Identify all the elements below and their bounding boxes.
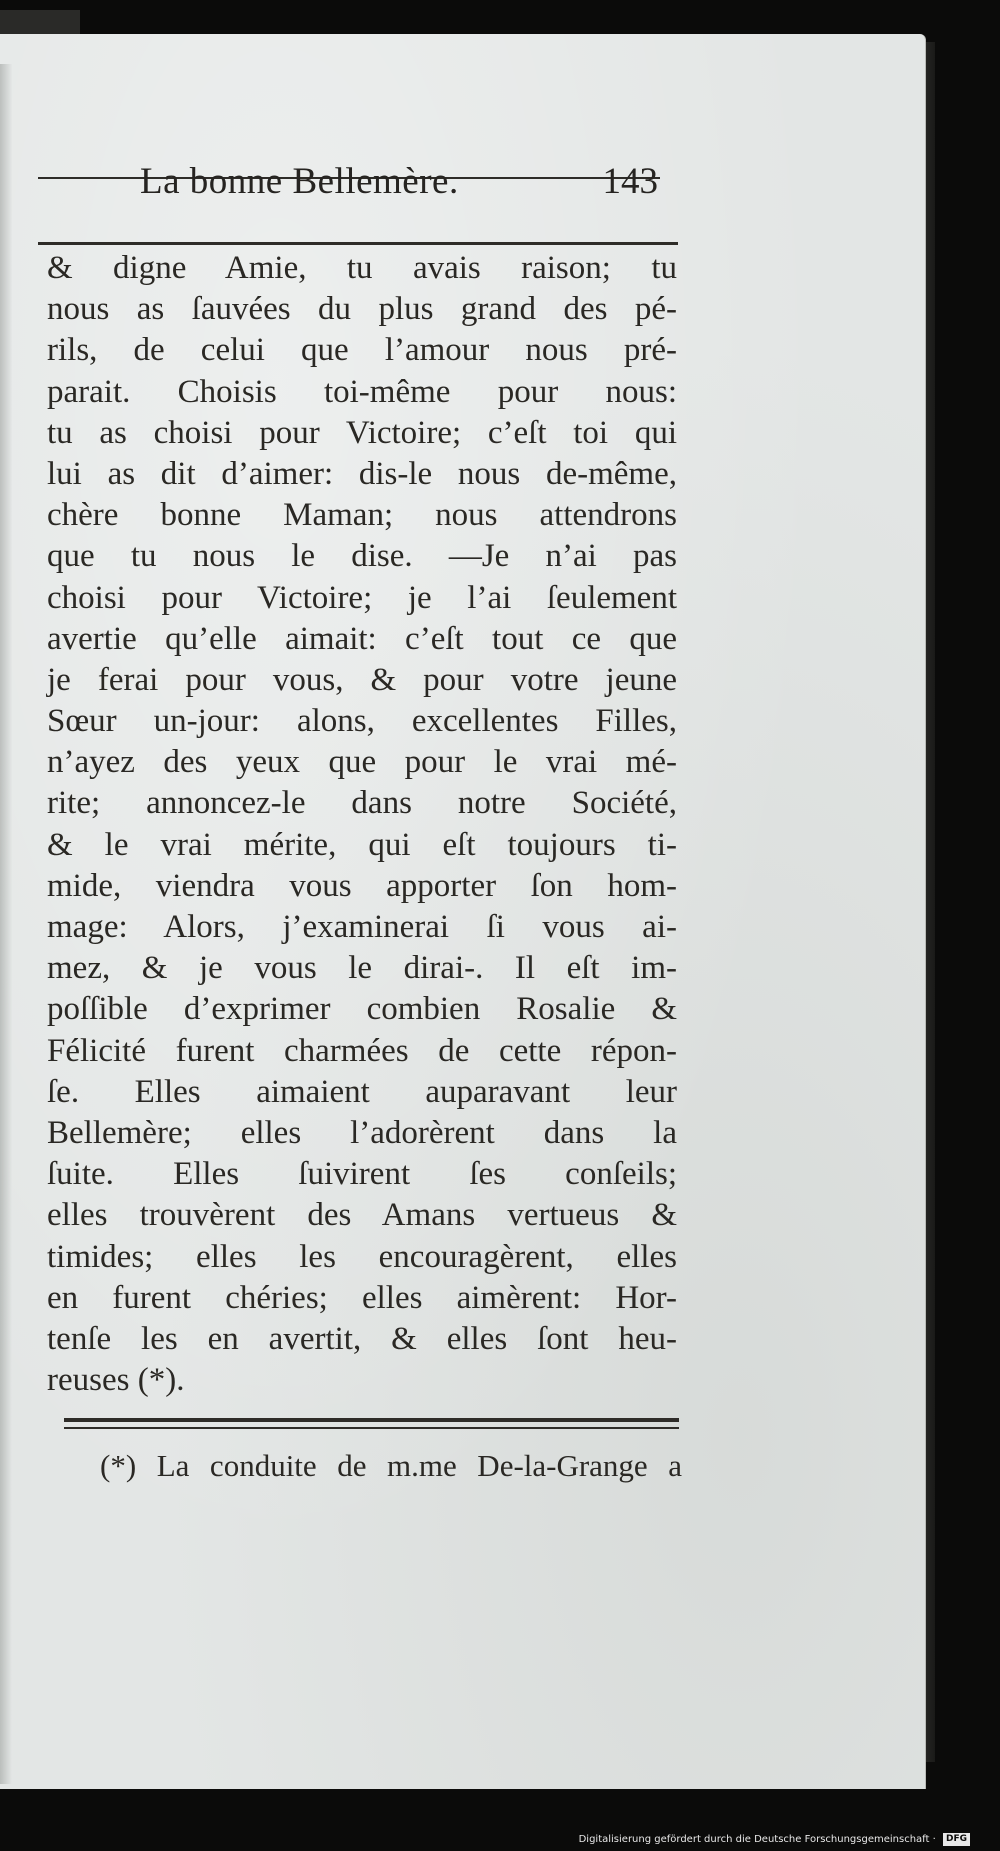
text-line: que tu nous le dise. —Je n’ai pas	[47, 538, 677, 575]
page-number: 143	[602, 161, 658, 202]
footnote-rule-top	[64, 1418, 679, 1422]
body-text	[47, 248, 677, 1401]
text-line: choisi pour Victoire; je l’ai ſeulement	[47, 579, 677, 616]
text-line: n’ayez des yeux que pour le vrai mé-	[47, 744, 677, 781]
text-line: & le vrai mérite, qui eſt toujours ti-	[47, 826, 677, 863]
dfg-logo-icon: DFG	[943, 1833, 970, 1846]
running-title: La bonne Bellemère.	[140, 161, 459, 202]
text-line: chère bonne Maman; nous attendrons	[47, 497, 677, 534]
text-line: je ferai pour vous, & pour votre jeune	[47, 661, 677, 698]
text-line: rils, de celui que l’amour nous pré-	[47, 332, 677, 369]
digitization-credit	[579, 1832, 970, 1848]
credit-text: Digitalisierung gefördert durch die Deutsche Forschungsgemeinschaft	[578, 1834, 930, 1845]
text-line: Félicité furent charmées de cette répon-	[47, 1032, 677, 1069]
footnote: (*) La conduite de m.me De-la-Grange a	[100, 1448, 682, 1483]
credit-separator: ·	[929, 1834, 939, 1845]
text-line: mide, viendra vous apporter ſon hom-	[47, 867, 677, 904]
text-line: nous as ſauvées du plus grand des pé-	[47, 291, 677, 328]
text-line: ſe. Elles aimaient auparavant leur	[47, 1073, 677, 1110]
text-line: lui as dit d’aimer: dis-le nous de-même,	[47, 455, 677, 492]
text-line: elles trouvèrent des Amans vertueus &	[47, 1197, 677, 1234]
text-line: rite; annoncez-le dans notre Société,	[47, 785, 677, 822]
text-line: tenſe les en avertit, & elles ſont heu-	[47, 1320, 677, 1357]
header-bottom-rule	[38, 242, 678, 245]
scanner-edge-tab	[0, 10, 80, 34]
text-line: Sœur un-jour: alons, excellentes Filles,	[47, 703, 677, 740]
footnote-rule-bottom	[64, 1427, 679, 1429]
text-line: reuses (*).	[47, 1362, 185, 1399]
text-line: timides; elles les encouragèrent, elles	[47, 1238, 677, 1275]
page-gutter-shadow	[0, 64, 12, 1784]
text-line: poſſible d’exprimer combien Rosalie &	[47, 991, 677, 1028]
text-line: parait. Choisis toi-même pour nous:	[47, 373, 677, 410]
text-line: tu as choisi pour Victoire; c’eſt toi qui	[47, 414, 677, 451]
text-line: Bellemère; elles l’adorèrent dans la	[47, 1114, 677, 1151]
text-line: avertie qu’elle aimait: c’eſt tout ce que	[47, 620, 677, 657]
text-line: en furent chéries; elles aimèrent: Hor-	[47, 1279, 677, 1316]
text-line: ſuite. Elles ſuivirent ſes conſeils;	[47, 1156, 677, 1193]
text-line: mez, & je vous le dirai-. Il eſt im-	[47, 950, 677, 987]
text-line: mage: Alors, j’examinerai ſi vous ai-	[47, 909, 677, 945]
running-header	[40, 152, 662, 222]
text-line: & digne Amie, tu avais raison; tu	[47, 250, 677, 286]
